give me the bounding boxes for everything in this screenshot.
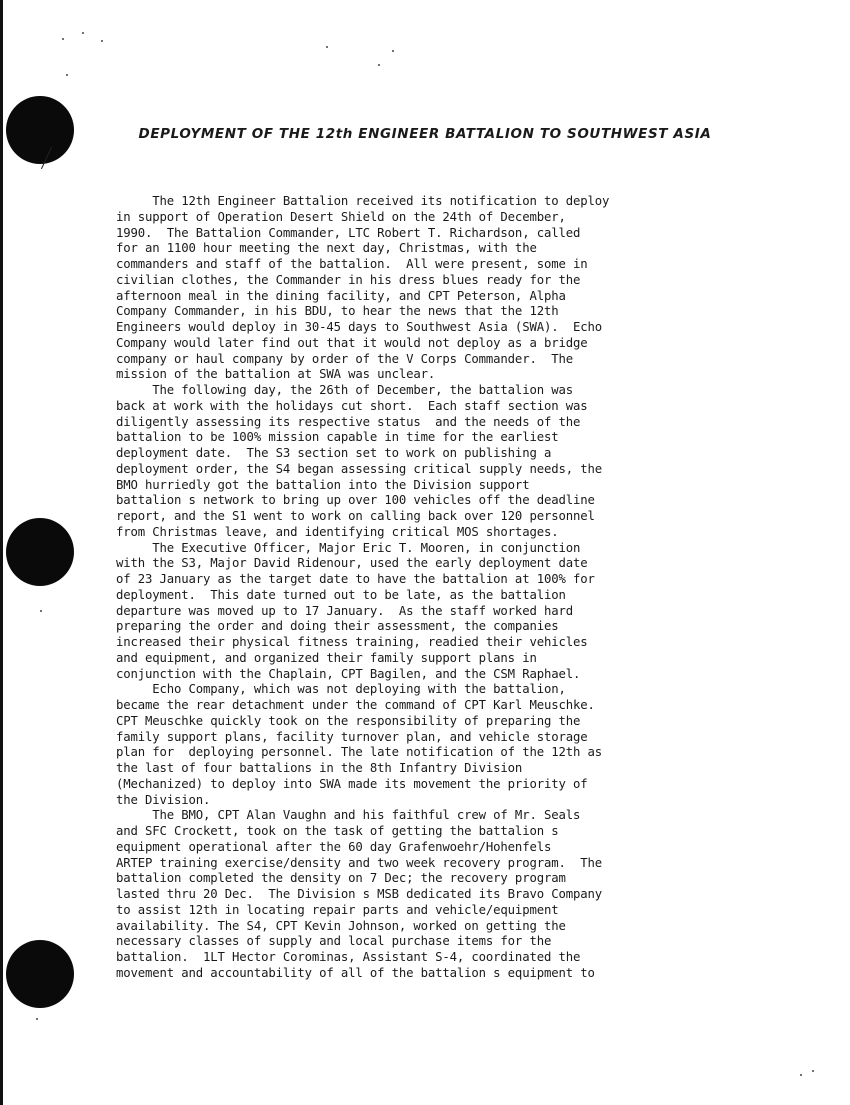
- text-line: in support of Operation Desert Shield on the 24th of December,: [116, 209, 566, 224]
- page-edge-bar: [0, 0, 3, 1105]
- text-line: movement and accountability of all of the battalion s equipment to: [116, 965, 595, 980]
- scan-speck: [62, 38, 64, 40]
- scan-speck: [66, 74, 68, 76]
- text-line: increased their physical fitness training, readied their vehicles: [116, 635, 588, 649]
- text-line: departure was moved up to 17 January. As the staff worked hard: [116, 603, 573, 618]
- scan-speck: [101, 40, 103, 42]
- text-line: battalion to be 100% mission capable in time for the earliest: [116, 430, 559, 445]
- document-title: DEPLOYMENT OF THE 12th ENGINEER BATTALION TO SOUTHWEST ASIA: [138, 126, 712, 142]
- scan-speck: [326, 46, 328, 48]
- text-line: The 12th Engineer Battalion received its notification to deploy: [116, 194, 610, 208]
- text-line: for an 1100 hour meeting the next day, Christmas, with the: [116, 241, 537, 256]
- text-line: preparing the order and doing their assessment, the companies: [116, 619, 559, 634]
- text-line: Company Commander, in his BDU, to hear the news that the 12th: [116, 304, 559, 319]
- text-line: the last of four battalions in the 8th Infantry Division: [116, 761, 523, 775]
- scan-speck: [812, 1070, 814, 1072]
- document-body: [116, 194, 696, 982]
- text-line: battalion. 1LT Hector Corominas, Assistant S-4, coordinated the: [116, 950, 581, 964]
- text-line: became the rear detachment under the command of CPT Karl Meuschke.: [116, 698, 595, 712]
- text-line: necessary classes of supply and local purchase items for the: [116, 934, 552, 949]
- text-line: and SFC Crockett, took on the task of getting the battalion s: [116, 824, 559, 838]
- text-line: BMO hurriedly got the battalion into the Division support: [116, 477, 530, 492]
- text-line: family support plans, facility turnover plan, and vehicle storage: [116, 729, 588, 744]
- text-line: with the S3, Major David Ridenour, used the early deployment date: [116, 556, 588, 571]
- text-line: The Executive Officer, Major Eric T. Mooren, in conjunction: [116, 540, 581, 555]
- text-line: Company would later find out that it would not deploy as a bridge: [116, 335, 588, 350]
- text-line: ARTEP training exercise/density and two week recovery program. The: [116, 855, 602, 870]
- text-line: Engineers would deploy in 30-45 days to Southwest Asia (SWA). Echo: [116, 320, 602, 334]
- text-line: availability. The S4, CPT Kevin Johnson, worked on getting the: [116, 918, 566, 933]
- text-line: CPT Meuschke quickly took on the responsibility of preparing the: [116, 713, 581, 728]
- scan-speck: [40, 610, 42, 612]
- scan-speck: [36, 1018, 38, 1020]
- text-line: and equipment, and organized their family support plans in: [116, 650, 537, 665]
- text-line: back at work with the holidays cut short. Each staff section was: [116, 398, 588, 413]
- text-line: civilian clothes, the Commander in his dress blues ready for the: [116, 272, 581, 287]
- text-line: afternoon meal in the dining facility, and CPT Peterson, Alpha: [116, 288, 566, 303]
- text-line: The following day, the 26th of December, the battalion was: [116, 383, 573, 397]
- text-line: conjunction with the Chaplain, CPT Bagilen, and the CSM Raphael.: [116, 666, 581, 681]
- punch-hole-middle: [6, 518, 74, 586]
- text-line: battalion completed the density on 7 Dec; the recovery program: [116, 871, 566, 886]
- text-line: deployment order, the S4 began assessing critical supply needs, the: [116, 461, 602, 476]
- text-line: the Division.: [116, 792, 211, 807]
- text-line: diligently assessing its respective status and the needs of the: [116, 414, 581, 429]
- text-line: deployment. This date turned out to be late, as the battalion: [116, 587, 566, 602]
- text-line: to assist 12th in locating repair parts and vehicle/equipment: [116, 902, 559, 917]
- text-line: equipment operational after the 60 day Grafenwoehr/Hohenfels: [116, 839, 552, 854]
- text-line: The BMO, CPT Alan Vaughn and his faithful crew of Mr. Seals: [116, 808, 581, 823]
- text-line: report, and the S1 went to work on calling back over 120 personnel: [116, 509, 595, 523]
- text-line: 1990. The Battalion Commander, LTC Robert T. Richardson, called: [116, 225, 581, 240]
- text-line: (Mechanized) to deploy into SWA made its movement the priority of: [116, 776, 588, 791]
- text-line: battalion s network to bring up over 100 vehicles off the deadline: [116, 493, 595, 508]
- text-line: plan for deploying personnel. The late notification of the 12th as: [116, 745, 602, 760]
- scan-speck: [378, 64, 380, 66]
- text-line: company or haul company by order of the V Corps Commander. The: [116, 351, 573, 366]
- text-line: lasted thru 20 Dec. The Division s MSB dedicated its Bravo Company: [116, 887, 602, 901]
- text-line: of 23 January as the target date to have the battalion at 100% for: [116, 572, 595, 586]
- text-line: Echo Company, which was not deploying with the battalion,: [116, 682, 566, 697]
- scan-speck: [82, 32, 84, 34]
- text-line: commanders and staff of the battalion. All were present, some in: [116, 257, 588, 271]
- punch-hole-bottom: [6, 940, 74, 1008]
- text-line: from Christmas leave, and identifying critical MOS shortages.: [116, 524, 559, 539]
- scan-speck: [800, 1074, 802, 1076]
- text-line: deployment date. The S3 section set to work on publishing a: [116, 446, 552, 460]
- text-line: mission of the battalion at SWA was unclear.: [116, 367, 436, 382]
- scan-speck: [392, 50, 394, 52]
